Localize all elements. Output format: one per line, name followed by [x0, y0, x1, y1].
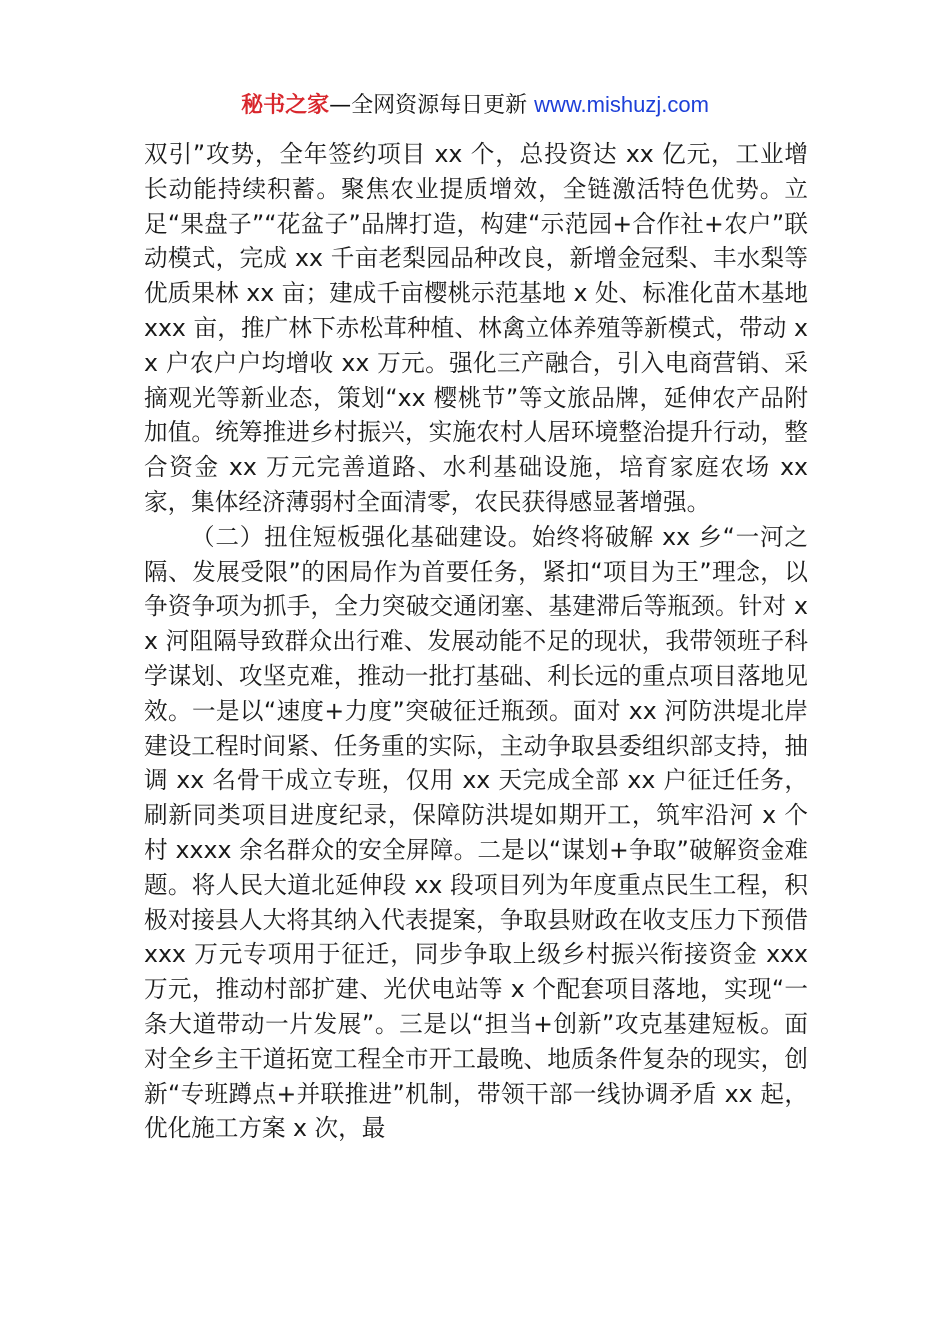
- page-header: [0, 88, 950, 123]
- paragraph-1: 双引”攻势，全年签约项目 xx 个，总投资达 xx 亿元，工业增长动能持续积蓄。聚焦农业提质增效，全链激活特色优势。立足“果盘子”“花盆子”品牌打造，构建“示范园+合作社+农户”联动模式，完成 xx 千亩老梨园品种改良，新增金冠梨、丰水梨等优质果林 xx 亩；建成千亩樱桃示范基地 x 处、标准化苗木基地 xxx 亩，推广林下赤松茸种植、林禽立体养殖等新模式，带动 xx 户农户户均增收 xx 万元。强化三产融合，引入电商营销、采摘观光等新业态，策划“xx 樱桃节”等文旅品牌，延伸农产品附加值。统筹推进乡村振兴，实施农村人居环境整治提升行动，整合资金 xx 万元完善道路、水利基础设施，培育家庭农场 xx 家，集体经济薄弱村全面清零，农民获得感显著增强。: [144, 140, 808, 516]
- paragraph-2: （二）扭住短板强化基础建设。始终将破解 xx 乡“一河之隔、发展受限”的困局作为首要任务，紧扣“项目为王”理念，以争资争项为抓手，全力突破交通闭塞、基建滞后等瓶颈。针对 xx 河阻隔导致群众出行难、发展动能不足的现状，我带领班子科学谋划、攻坚克难，推动一批打基础、利长远的重点项目落地见效。一是以“速度+力度”突破征迁瓶颈。面对 xx 河防洪堤北岸建设工程时间紧、任务重的实际，主动争取县委组织部支持，抽调 xx 名骨干成立专班，仅用 xx 天完成全部 xx 户征迁任务，刷新同类项目进度纪录，保障防洪堤如期开工，筑牢沿河 x 个村 xxxx 余名群众的安全屏障。二是以“谋划+争取”破解资金难题。将人民大道北延伸段 xx 段项目列为年度重点民生工程，积极对接县人大将其纳入代表提案，争取县财政在收支压力下预借 xxx 万元专项用于征迁，同步争取上级乡村振兴衔接资金 xxx 万元，推动村部扩建、光伏电站等 x 个配套项目落地，实现“一条大道带动一片发展”。三是以“担当+创新”攻克基建短板。面对全乡主干道拓宽工程全市开工最晚、地质条件复杂的现实，创新“专班蹲点+并联推进”机制，带领干部一线协调矛盾 xx 起，优化施工方案 x 次，最: [144, 522, 808, 1143]
- site-link[interactable]: www.mishuzj.com: [534, 92, 709, 117]
- document-body: [144, 137, 808, 1146]
- header-tagline: —全网资源每日更新: [329, 93, 535, 118]
- brand-name: 秘书之家: [241, 93, 330, 118]
